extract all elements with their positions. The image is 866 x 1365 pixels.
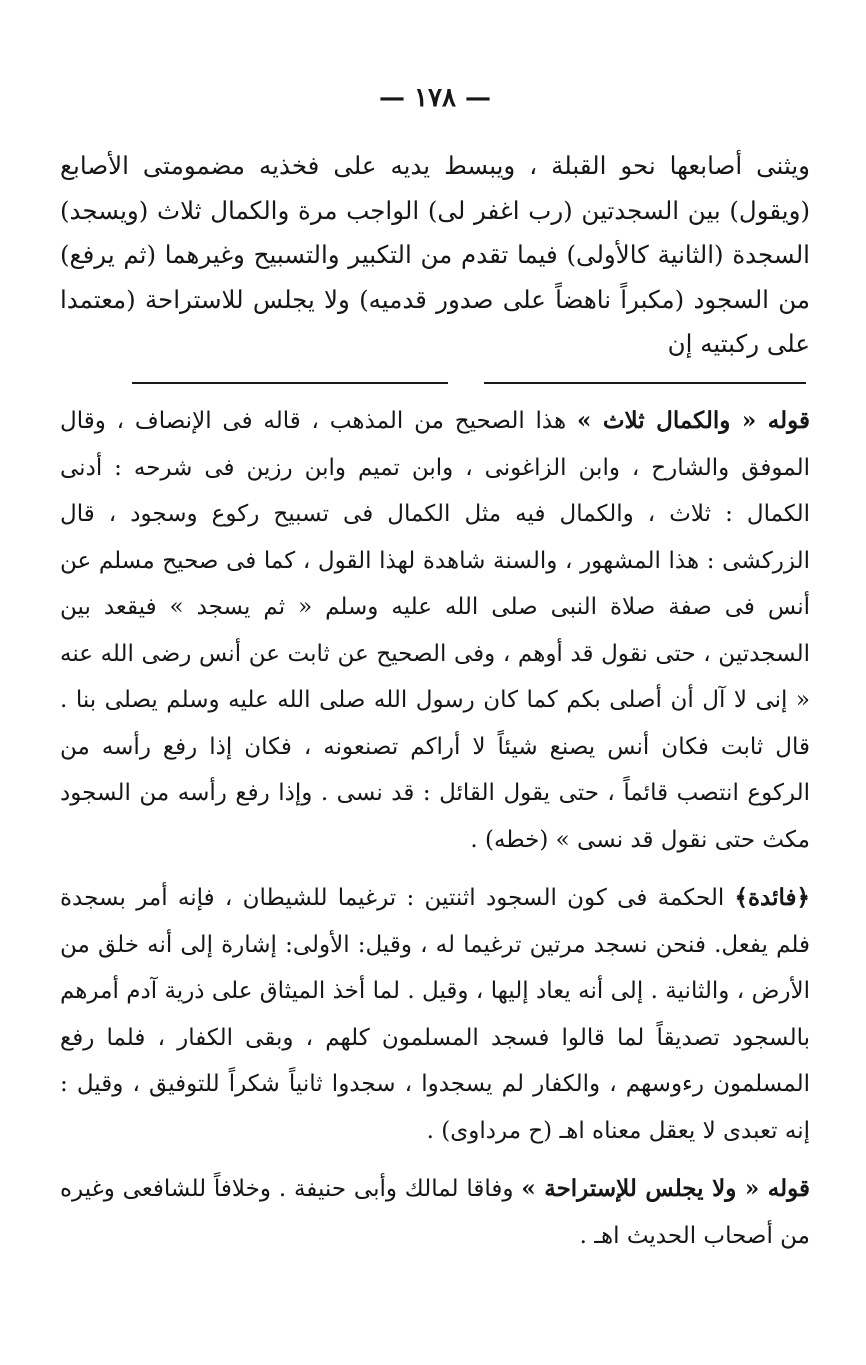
- main-text: ويثنى أصابعها نحو القبلة ، ويبسط يديه على فخذيه مضمومتى الأصابع (ويقول) بين السجدتين (رب اغفر لى) الواجب مرة والكمال ثلاث (ويسجد) السجدة (الثانية كالأولى) فيما تقدم من التكبير والتسبيح وغيرهما (ثم يرفع) من السجود (مكبراً ناهضاً على صدور قدميه) ولا يجلس للاستراحة (معتمدا على ركبتيه إن: [60, 151, 810, 358]
- footnotes: [60, 398, 810, 1259]
- footnote-text: الحكمة فى كون السجود اثنتين : ترغيما للشيطان ، فإنه أمر بسجدة فلم يفعل. فنحن نسجد مرتين ترغيما له ، وقيل: الأولى: إشارة إلى أنه خلق من الأرض ، والثانية . إلى أنه يعاد إليها ، وقيل . لما أخذ الميثاق على ذرية آدم أمرهم بالسجود تصديقاً لما قالوا فسجد المسلمون كلهم ، وبقى الكفار ، فلما رفع المسلمون رءوسهم ، والكفار لم يسجدوا ، سجدوا ثانياً شكراً للتوفيق ، وقيل : إنه تعبدى لا يعقل معناه اهـ (ح مرداوى) .: [60, 885, 810, 1144]
- footnote-faida: [60, 875, 810, 1154]
- footnote-divider: [60, 382, 810, 384]
- footnote-lead: قوله « ولا يجلس للإستراحة »: [521, 1175, 810, 1202]
- page-number: — ١٧٨ —: [378, 83, 492, 113]
- footnote-lead: ﴿فائدة﴾: [734, 884, 810, 911]
- footnote-kamal-thalath: [60, 398, 810, 863]
- footnote-lead: قوله « والكمال ثلاث »: [576, 407, 810, 434]
- divider-line-left: [132, 382, 448, 384]
- footnote-text: هذا الصحيح من المذهب ، قاله فى الإنصاف ، وقال الموفق والشارح ، وابن الزاغونى ، وابن تميم وابن رزين فى شرحه : أدنى الكمال : ثلاث ، والكمال فيه مثل الكمال فى تسبيح ركوع وسجود ، قال الزركشى : هذا المشهور ، والسنة شاهدة لهذا القول ، كما فى صحيح مسلم عن أنس فى صفة صلاة النبى صلى الله عليه وسلم « ثم يسجد » فيقعد بين السجدتين ، حتى نقول قد أوهم ، وفى الصحيح عن ثابت عن أنس رضى الله عنه « إنى لا آل أن أصلى بكم كما كان رسول الله صلى الله عليه وسلم يصلى بنا . قال ثابت فكان أنس يصنع شيئاً لا أراكم تصنعونه ، فكان إذا رفع رأسه من الركوع انتصب قائماً ، حتى يقول القائل : قد نسى . وإذا رفع رأسه من السجود مكث حتى نقول قد نسى » (خطه) .: [60, 408, 810, 853]
- divider-line-right: [484, 382, 806, 384]
- footnote-text: وفاقا لمالك وأبى حنيفة . وخلافاً للشافعى وغيره من أصحاب الحديث اهـ .: [60, 1176, 810, 1249]
- footnote-istiraha: [60, 1166, 810, 1259]
